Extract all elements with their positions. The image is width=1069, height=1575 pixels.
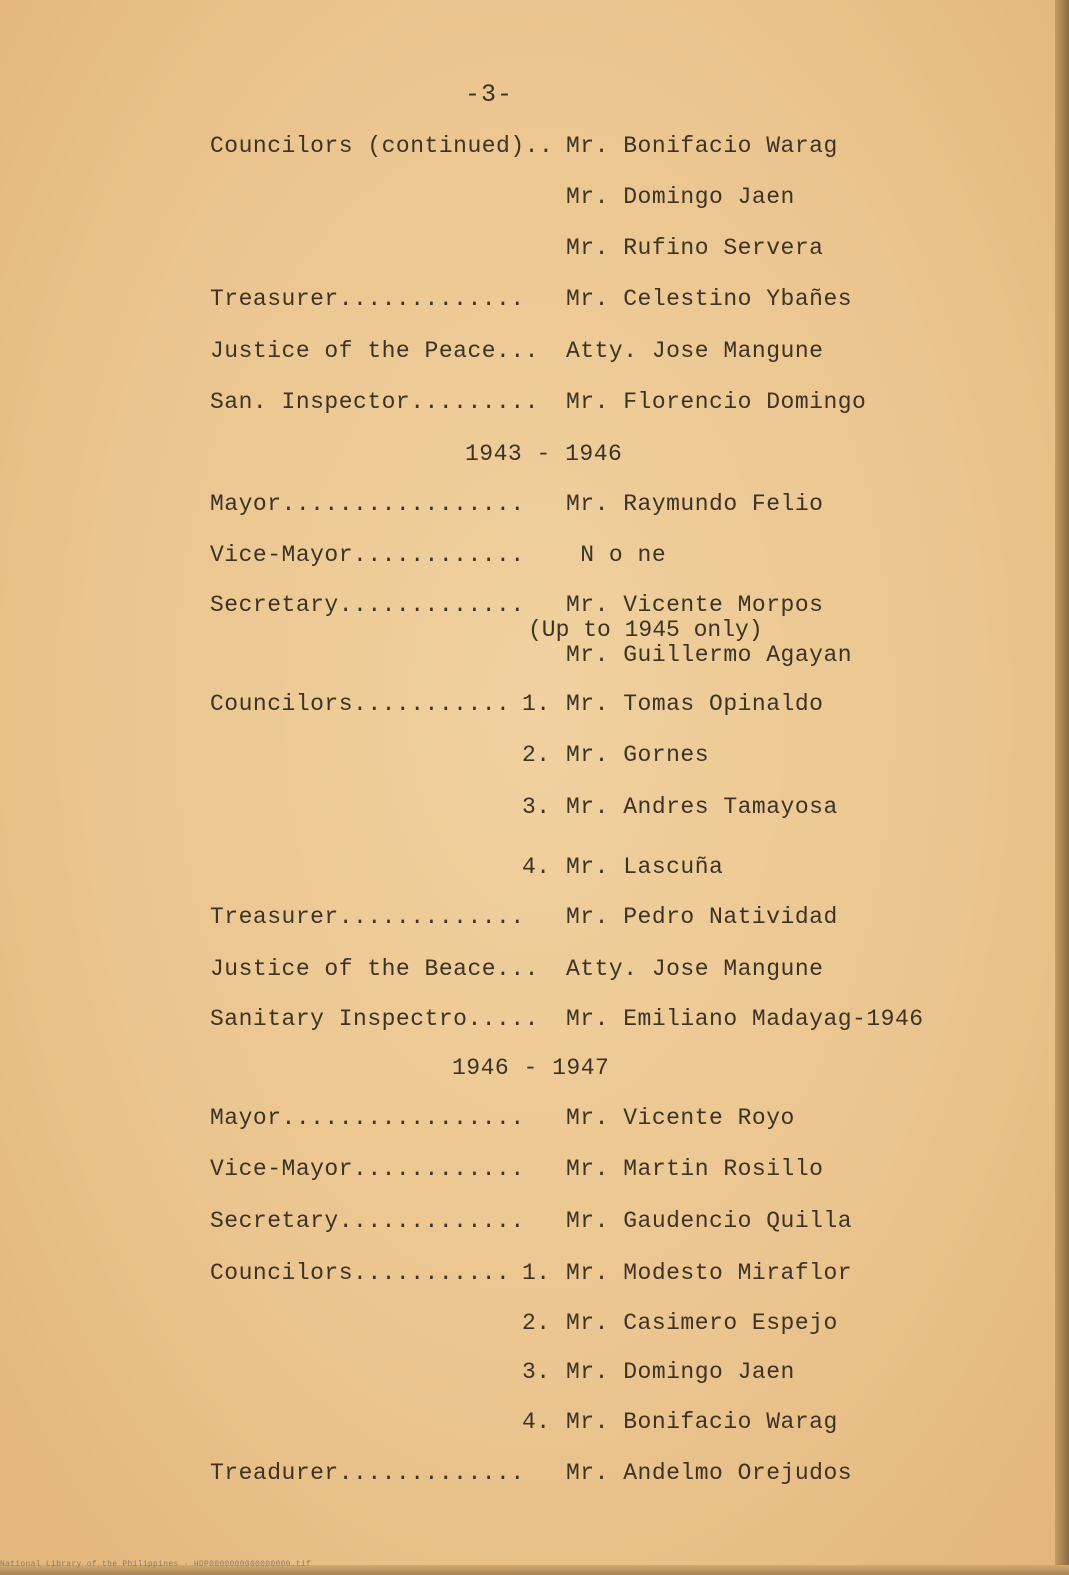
entry-label: Sanitary Inspectro.....: [210, 1006, 539, 1032]
entry-value: Atty. Jose Mangune: [566, 338, 824, 364]
entry-value: Mr. Vicente Morpos: [566, 592, 824, 618]
entry-label: Treasurer.............: [210, 286, 525, 312]
entry-row: [210, 1207, 852, 1235]
entry-value: Mr. Andelmo Orejudos: [566, 1460, 853, 1486]
entry-value: Mr. Domingo Jaen: [566, 184, 795, 210]
entry-row: [210, 1005, 924, 1033]
entry-row: [210, 1358, 795, 1386]
entry-value: Mr. Lascuña: [566, 854, 724, 880]
entry-row: [210, 903, 838, 931]
entry-number: 4.: [522, 854, 551, 880]
entry-row: [210, 741, 709, 769]
entry-row: [210, 183, 795, 211]
entry-value: Mr. Modesto Miraflor: [566, 1260, 853, 1286]
entry-row: [210, 541, 666, 569]
entry-value: Mr. Celestino Ybañes: [566, 286, 853, 312]
entry-label: Justice of the Beace...: [210, 956, 539, 982]
entry-value: N o ne: [566, 542, 667, 568]
entry-row: [210, 285, 852, 313]
entry-row: [210, 1408, 838, 1436]
entry-number: 4.: [522, 1409, 551, 1435]
entry-row: [210, 132, 838, 160]
entry-row: [210, 388, 866, 416]
entry-value: Mr. Vicente Royo: [566, 1105, 795, 1131]
entry-note: (Up to 1945 only): [528, 617, 763, 643]
entry-row: [210, 793, 838, 821]
entry-value: Mr. Gornes: [566, 742, 710, 768]
entry-value: Mr. Bonifacio Warag: [566, 1409, 838, 1435]
scan-footer: National Library of the Philippines · HDP0000000000000000.tif: [0, 1560, 312, 1569]
entry-row: [210, 1259, 852, 1287]
entry-value: Atty. Jose Mangune: [566, 956, 824, 982]
entry-label: Treasurer.............: [210, 904, 525, 930]
entry-number: 2.: [522, 742, 551, 768]
entry-label: Councilors...........: [210, 1260, 511, 1286]
entry-row: [210, 234, 823, 262]
entry-number: 1.: [522, 691, 551, 717]
entry-row: [210, 490, 823, 518]
entry-label: Treadurer.............: [210, 1460, 525, 1486]
entry-value: Mr. Gaudencio Quilla: [566, 1208, 853, 1234]
entry-label: Mayor.................: [210, 1105, 525, 1131]
entry-number: 1.: [522, 1260, 551, 1286]
entry-label: Justice of the Peace...: [210, 338, 539, 364]
year-heading: 1943 - 1946: [465, 441, 623, 467]
entry-value: Mr. Tomas Opinaldo: [566, 691, 824, 717]
page-edge-right: [1055, 0, 1069, 1575]
entry-row: [210, 1104, 795, 1132]
entry-value: Mr. Raymundo Felio: [566, 491, 824, 517]
entry-row: [210, 955, 823, 983]
entry-row: [210, 853, 723, 881]
entry-row: [210, 1459, 852, 1487]
entry-value: Mr. Domingo Jaen: [566, 1359, 795, 1385]
entry-number: 3.: [522, 1359, 551, 1385]
entry-number: 3.: [522, 794, 551, 820]
entry-value: Mr. Casimero Espejo: [566, 1310, 838, 1336]
entry-label: Councilors...........: [210, 691, 511, 717]
entry-label: Vice-Mayor............: [210, 542, 525, 568]
entry-label: Secretary.............: [210, 1208, 525, 1234]
entry-value: Mr. Pedro Natividad: [566, 904, 838, 930]
entry-label: Councilors (continued)..: [210, 133, 554, 159]
entry-label: Secretary.............: [210, 592, 525, 618]
entry-value: Mr. Bonifacio Warag: [566, 133, 838, 159]
year-heading: 1946 - 1947: [452, 1055, 610, 1081]
entry-row: [210, 1155, 823, 1183]
entry-value: Mr. Guillermo Agayan: [566, 642, 853, 668]
entry-label: Mayor.................: [210, 491, 525, 517]
entry-value: Mr. Andres Tamayosa: [566, 794, 838, 820]
entry-row: [210, 591, 823, 619]
page-number: -3-: [465, 80, 514, 109]
entry-value: Mr. Martin Rosillo: [566, 1156, 824, 1182]
entry-number: 2.: [522, 1310, 551, 1336]
entry-label: Vice-Mayor............: [210, 1156, 525, 1182]
entry-row: [210, 1309, 838, 1337]
entry-value: Mr. Florencio Domingo: [566, 389, 867, 415]
entry-row: [210, 641, 852, 669]
entry-value: Mr. Rufino Servera: [566, 235, 824, 261]
entry-row: [210, 690, 823, 718]
entry-row: [210, 337, 823, 365]
entry-label: San. Inspector.........: [210, 389, 539, 415]
entry-value: Mr. Emiliano Madayag-1946: [566, 1006, 924, 1032]
